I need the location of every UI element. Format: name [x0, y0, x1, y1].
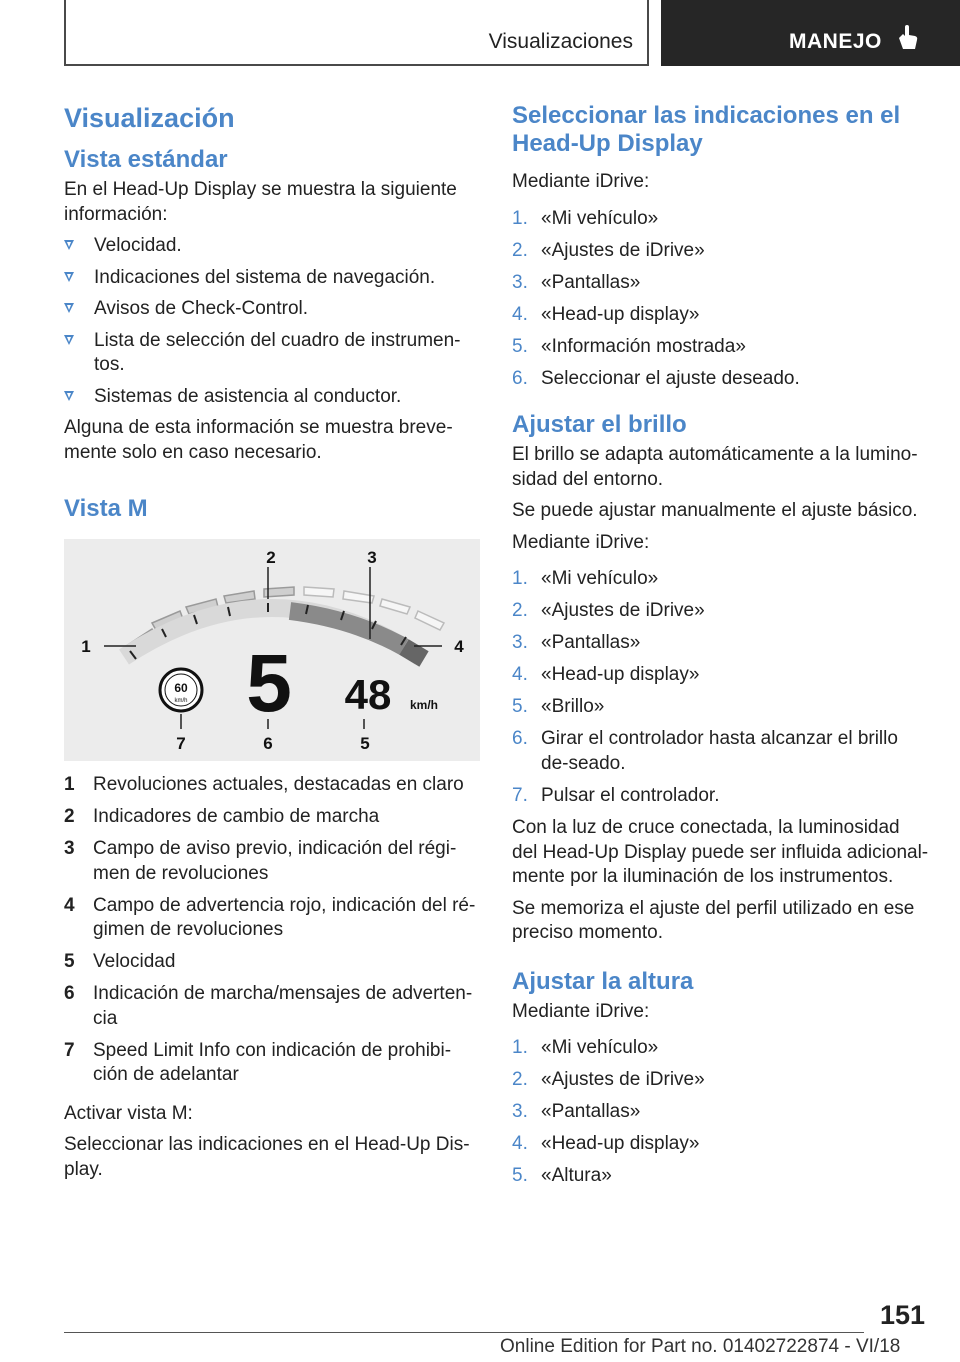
triangle-bullet-icon — [64, 303, 74, 313]
callout-5: 5 — [360, 734, 370, 753]
header-chapter-tab — [661, 0, 960, 66]
speed-value: 48 — [344, 671, 392, 718]
step-item: 5. «Brillo» — [512, 696, 605, 717]
right-column — [512, 102, 930, 1197]
brightness-p1: El brillo se adapta automáticamente a la lumino-sidad del entorno. — [512, 444, 918, 490]
list-item: Lista de selección del cuadro de instrumen-tos. — [64, 329, 482, 378]
step-item: 4. «Head-up display» — [512, 1133, 700, 1154]
speed-limit-sign-icon — [160, 669, 202, 711]
step-item: 6. Girar el controlador hasta alcanzar el brillo de-seado. — [512, 728, 898, 774]
heading-select-indications: Seleccionar las indicaciones en el Head-Up Display — [512, 102, 901, 157]
activate-label: Activar vista M: — [64, 1102, 193, 1124]
step-item: 1. «Mi vehículo» — [512, 568, 659, 589]
select-steps — [512, 207, 930, 392]
standard-intro: En el Head-Up Display se muestra la siguiente información: — [64, 179, 457, 225]
header-chapter-label: MANEJO — [789, 30, 882, 53]
legend-item: 1 Revoluciones actuales, destacadas en claro — [64, 774, 464, 795]
heading-brightness: Ajustar el brillo — [512, 411, 687, 438]
legend-item: 7 Speed Limit Info con indicación de prohibi-ción de adelantar — [64, 1039, 452, 1085]
header-section-label: Visualizaciones — [488, 30, 633, 53]
head-up-display-figure — [64, 539, 480, 761]
callout-7: 7 — [176, 734, 186, 753]
gear-indicator: 5 — [246, 638, 292, 729]
heading-m-view: Vista M — [64, 495, 148, 522]
standard-note: Alguna de esta información se muestra breve-mente solo en caso necesario. — [64, 417, 453, 463]
list-item: Sistemas de asistencia al conductor. — [64, 385, 482, 410]
triangle-bullet-icon — [64, 240, 74, 250]
standard-list — [64, 234, 482, 409]
legend-item: 3 Campo de aviso previo, indicación del régi-men de revoluciones — [64, 838, 457, 884]
brightness-p4: Se memoriza el ajuste del perfil utilizado en ese preciso momento. — [512, 897, 915, 943]
step-item: 2. «Ajustes de iDrive» — [512, 239, 705, 261]
footer-edition: Online Edition for Part no. 01402722874 - VI/18 — [500, 1336, 901, 1357]
step-item: 3. «Pantallas» — [512, 1101, 641, 1122]
legend-item: 5 Velocidad — [64, 951, 176, 972]
step-item: 2. «Ajustes de iDrive» — [512, 600, 705, 621]
step-item: 4. «Head-up display» — [512, 303, 700, 325]
step-item: 2. «Ajustes de iDrive» — [512, 1069, 705, 1090]
step-item: 1. «Mi vehículo» — [512, 1037, 659, 1058]
callout-3: 3 — [367, 548, 377, 567]
list-item: Indicaciones del sistema de navegación. — [64, 266, 482, 291]
speed-unit: km/h — [410, 698, 439, 712]
triangle-bullet-icon — [64, 391, 74, 401]
page-number: 151 — [880, 1300, 926, 1330]
step-item: 6. Seleccionar el ajuste deseado. — [512, 367, 800, 389]
brightness-p2: Se puede ajustar manualmente el ajuste básico. — [512, 500, 918, 521]
step-item: 3. «Pantallas» — [512, 271, 641, 293]
triangle-bullet-icon — [64, 335, 74, 345]
legend-item: 2 Indicadores de cambio de marcha — [64, 806, 380, 827]
left-column — [64, 100, 482, 1189]
callout-4: 4 — [454, 637, 464, 656]
heading-standard-view: Vista estándar — [64, 146, 228, 173]
select-via: Mediante iDrive: — [512, 171, 650, 192]
step-item: 5. «Altura» — [512, 1165, 612, 1186]
brightness-via: Mediante iDrive: — [512, 531, 650, 553]
page-title: Visualización — [64, 103, 235, 133]
hud-illustration — [64, 539, 480, 761]
step-item: 4. «Head-up display» — [512, 664, 700, 685]
list-item: Velocidad. — [64, 234, 482, 259]
activate-text: Seleccionar las indicaciones en el Head-Up Dis-play. — [64, 1134, 470, 1180]
step-item: 7. Pulsar el controlador. — [512, 784, 720, 806]
triangle-bullet-icon — [64, 272, 74, 282]
footer-divider — [64, 1332, 864, 1333]
legend-item: 4 Campo de advertencia rojo, indicación del ré-gimen de revoluciones — [64, 894, 476, 940]
height-steps — [512, 1036, 930, 1189]
callout-1: 1 — [81, 637, 91, 656]
svg-text:km/h: km/h — [174, 698, 188, 704]
heading-height: Ajustar la altura — [512, 967, 694, 995]
step-item: 5. «Información mostrada» — [512, 335, 746, 357]
header-section-tab — [64, 0, 649, 66]
callout-6: 6 — [263, 734, 273, 753]
step-item: 1. «Mi vehículo» — [512, 207, 659, 229]
callout-2: 2 — [266, 548, 276, 567]
legend-item: 6 Indicación de marcha/mensajes de adverten-cia — [64, 983, 473, 1029]
height-via: Mediante iDrive: — [512, 1000, 650, 1022]
step-item: 3. «Pantallas» — [512, 632, 641, 653]
svg-text:60: 60 — [174, 681, 188, 695]
figure-legend — [64, 773, 482, 1088]
brightness-p3: Con la luz de cruce conectada, la luminosidad del Head-Up Display puede ser influida adicional-mente por la iluminación de los instrumentos. — [512, 817, 929, 887]
list-item: Avisos de Check-Control. — [64, 297, 482, 322]
brightness-steps — [512, 567, 930, 808]
steering-hand-icon — [893, 24, 921, 52]
